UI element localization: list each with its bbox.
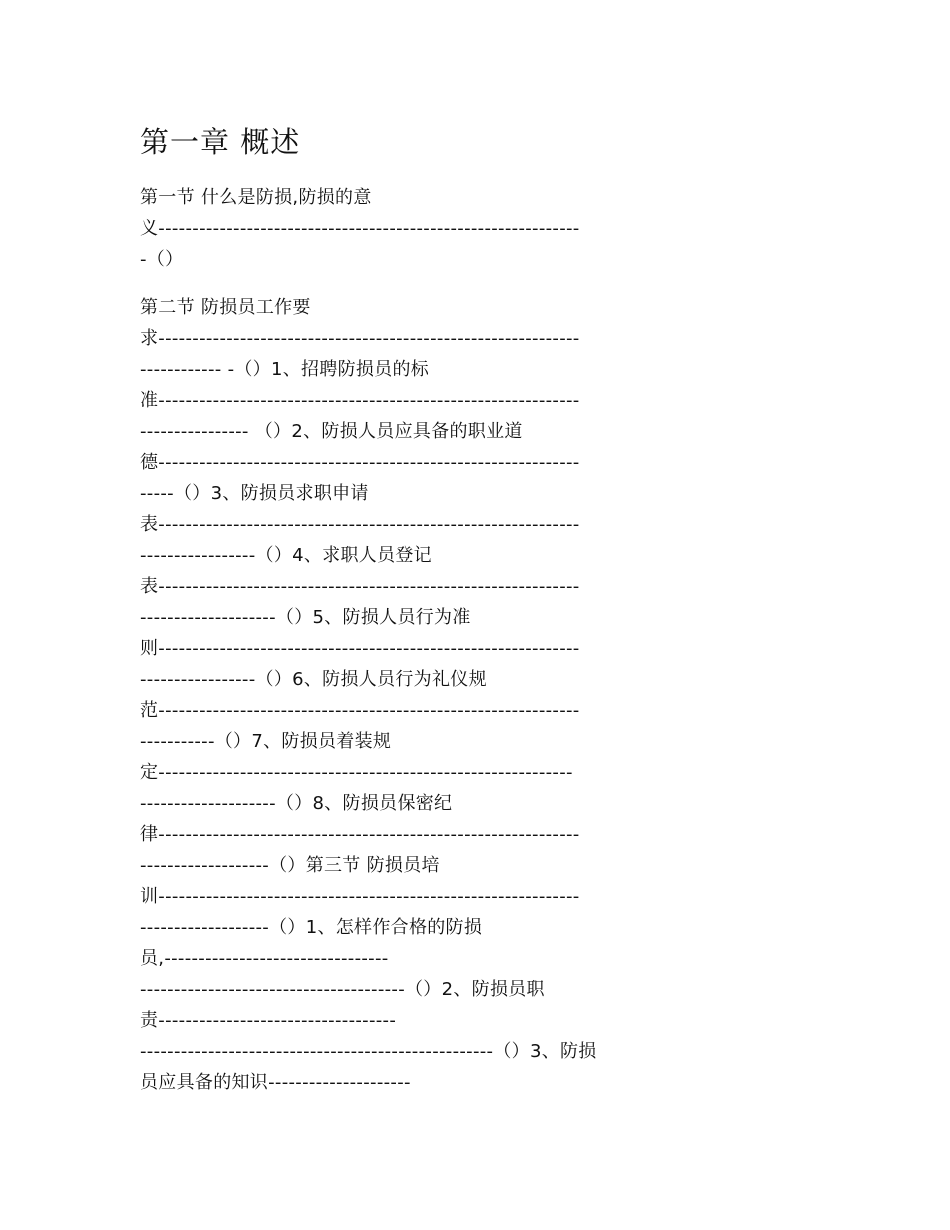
toc-line: 定------------------------------------------------------------- (140, 762, 573, 783)
toc-line: -----------（）7、防损员着装规 (140, 731, 392, 752)
toc-line: 第一节 什么是防损,防损的意 (140, 187, 372, 208)
section-gap (140, 275, 810, 292)
toc-line: ----------------------------------------------------（）3、防损 (140, 1041, 597, 1062)
toc-line: --------------------（）8、防损员保密纪 (140, 793, 453, 814)
toc-line: 求-------------------------------------------------------------- (140, 328, 580, 349)
toc-line: 表-------------------------------------------------------------- (140, 514, 580, 535)
toc-line: 范-------------------------------------------------------------- (140, 700, 580, 721)
toc-line: 义-------------------------------------------------------------- (140, 218, 580, 239)
toc-line: -----------------（）4、求职人员登记 (140, 545, 432, 566)
toc-line: 德-------------------------------------------------------------- (140, 452, 580, 473)
toc-line: -------------------（）第三节 防损员培 (140, 855, 440, 876)
toc-line: ---------------------------------------（）2、防损员职 (140, 979, 545, 1000)
toc-line: -------------------（）1、怎样作合格的防损 (140, 917, 483, 938)
toc-line: 则-------------------------------------------------------------- (140, 638, 580, 659)
toc-line: -----------------（）6、防损人员行为礼仪规 (140, 669, 487, 690)
toc-line: ------------ -（）1、招聘防损员的标 (140, 359, 430, 380)
toc-line: 第二节 防损员工作要 (140, 297, 311, 318)
table-of-contents (140, 182, 810, 1098)
toc-line: 员,--------------------------------- (140, 948, 389, 969)
toc-line: -----（）3、防损员求职申请 (140, 483, 369, 504)
chapter-title: 第一章 概述 (140, 125, 301, 159)
toc-line: 训-------------------------------------------------------------- (140, 886, 580, 907)
toc-line: ---------------- （）2、防损人员应具备的职业道 (140, 421, 523, 442)
toc-line: 员应具备的知识--------------------- (140, 1072, 411, 1093)
toc-line: -（） (140, 249, 184, 270)
toc-line: 准-------------------------------------------------------------- (140, 390, 580, 411)
toc-line: 律-------------------------------------------------------------- (140, 824, 580, 845)
toc-line: --------------------（）5、防损人员行为准 (140, 607, 471, 628)
toc-line: 责----------------------------------- (140, 1010, 397, 1031)
toc-line: 表-------------------------------------------------------------- (140, 576, 580, 597)
